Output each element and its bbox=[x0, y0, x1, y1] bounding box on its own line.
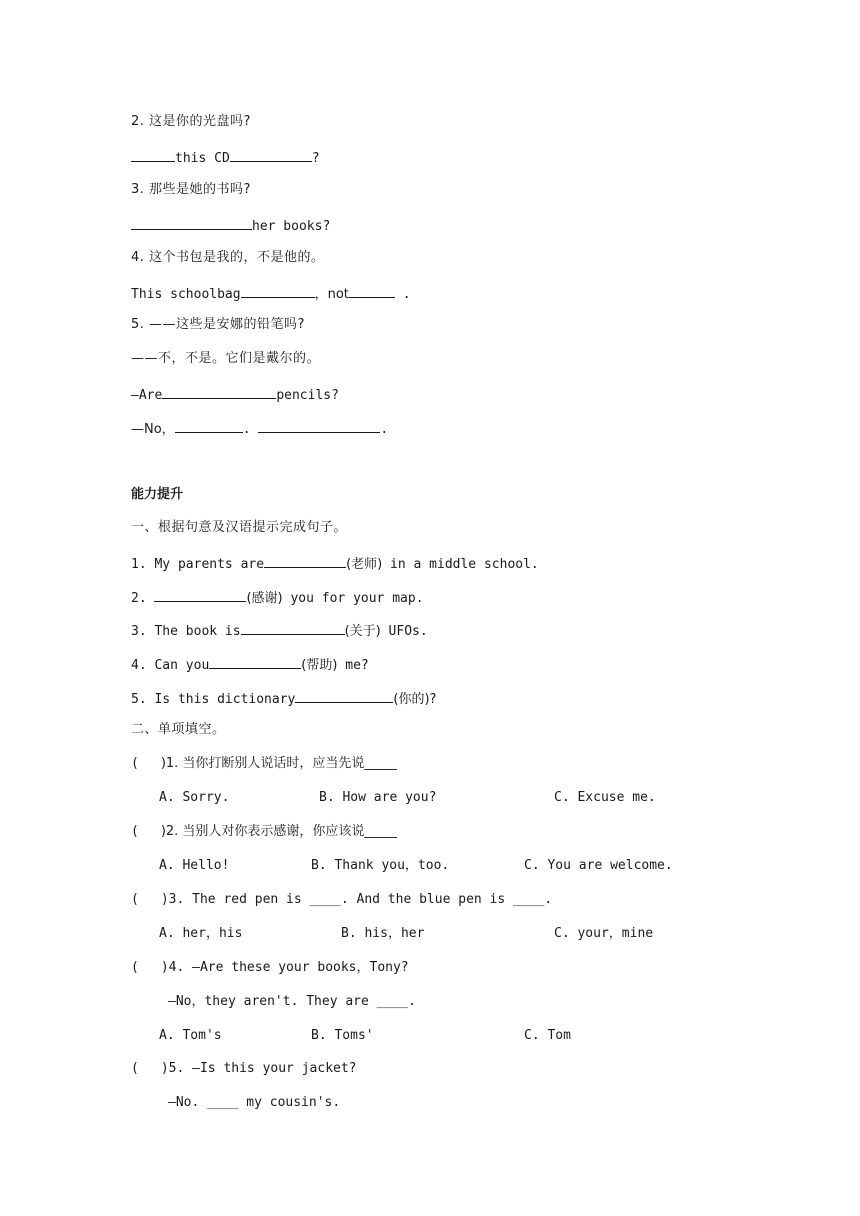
mc4-option-a: A. Tom's bbox=[159, 1028, 222, 1043]
section-heading: 能力提升 bbox=[131, 487, 184, 502]
question-5-chinese-b: ——不，不是。它们是戴尔的。 bbox=[131, 351, 321, 366]
question-text: )5. —Is this your jacket? bbox=[160, 1061, 357, 1076]
fill-sentence-2 bbox=[131, 587, 424, 605]
sentence-text: . bbox=[394, 287, 411, 302]
question-5-english-a bbox=[131, 384, 339, 402]
question-4-chinese: 4. 这个书包是我的，不是他的。 bbox=[131, 250, 325, 265]
mc2-option-c: C. You are welcome. bbox=[524, 858, 673, 873]
mc4-option-b: B. Toms' bbox=[311, 1028, 374, 1043]
sentence-text: in a middle school. bbox=[382, 557, 539, 572]
answer-blank[interactable] bbox=[131, 147, 175, 162]
mc4-question-line-2: —No，they aren't. They are ____. bbox=[168, 994, 416, 1009]
mc-question-2 bbox=[131, 823, 397, 841]
answer-blank[interactable] bbox=[209, 654, 301, 669]
sentence-text: you for your map. bbox=[282, 591, 424, 606]
sentence-text: This schoolbag bbox=[131, 287, 241, 302]
answer-blank[interactable] bbox=[162, 384, 276, 399]
sentence-text: 2. bbox=[131, 591, 155, 606]
fill-sentence-4 bbox=[131, 654, 369, 672]
fill-sentence-1 bbox=[131, 553, 539, 571]
mc-question-3 bbox=[131, 891, 552, 909]
answer-paren[interactable]: ( bbox=[131, 1061, 139, 1076]
sentence-text: 5. Is this dictionary bbox=[131, 692, 296, 707]
answer-blank[interactable] bbox=[264, 553, 346, 568]
mc4-option-c: C. Tom bbox=[524, 1028, 571, 1043]
answer-blank[interactable] bbox=[230, 147, 312, 162]
question-5-english-b bbox=[131, 418, 388, 436]
part-2-title: 二、单项填空。 bbox=[131, 722, 226, 737]
answer-blank[interactable] bbox=[241, 620, 345, 635]
question-2-english bbox=[131, 147, 320, 165]
sentence-text: pencils? bbox=[276, 388, 339, 403]
chinese-hint: (感谢) bbox=[246, 591, 283, 606]
answer-blank[interactable] bbox=[241, 283, 315, 298]
mc-question-5 bbox=[131, 1060, 357, 1078]
sentence-text: —No， bbox=[131, 422, 175, 437]
answer-paren[interactable]: ( bbox=[131, 892, 139, 907]
question-text: )3. The red pen is ____. And the blue pen is ____. bbox=[160, 892, 553, 907]
mc1-option-a: A. Sorry. bbox=[159, 790, 230, 805]
question-4-english bbox=[131, 283, 411, 301]
question-text: )4. —Are these your books，Tony? bbox=[160, 960, 409, 975]
answer-blank[interactable] bbox=[295, 688, 393, 703]
sentence-text: ? bbox=[311, 151, 320, 166]
fill-sentence-3 bbox=[131, 620, 428, 638]
chinese-hint: (老师) bbox=[346, 557, 383, 572]
fill-sentence-5 bbox=[131, 688, 436, 706]
chinese-hint: (帮助) bbox=[301, 658, 338, 673]
sentence-text: ，not bbox=[314, 287, 349, 302]
mc3-option-c: C. your，mine bbox=[554, 926, 654, 941]
question-3-english bbox=[131, 215, 330, 233]
chinese-hint: (关于) bbox=[344, 624, 381, 639]
sentence-text: this CD bbox=[175, 151, 230, 166]
mc2-option-a: A. Hello! bbox=[159, 858, 230, 873]
sentence-text: her books? bbox=[252, 219, 331, 234]
answer-paren[interactable]: ( bbox=[131, 960, 139, 975]
mc1-option-c: C. Excuse me. bbox=[554, 790, 656, 805]
sentence-text: 4. Can you bbox=[131, 658, 210, 673]
question-3-chinese: 3. 那些是她的书吗? bbox=[131, 182, 251, 197]
mc2-option-b: B. Thank you，too. bbox=[311, 858, 450, 873]
sentence-text: 3. The book is bbox=[131, 624, 241, 639]
sentence-text: UFOs. bbox=[380, 624, 428, 639]
answer-blank[interactable] bbox=[349, 283, 395, 298]
answer-blank[interactable] bbox=[154, 587, 246, 602]
mc5-question-line-2: —No. ____ my cousin's. bbox=[168, 1095, 341, 1110]
mc1-option-b: B. How are you? bbox=[319, 790, 437, 805]
sentence-text: —Are bbox=[131, 388, 163, 403]
mc3-option-a: A. her，his bbox=[159, 926, 243, 941]
question-5-chinese-a: 5. ——这些是安娜的铅笔吗? bbox=[131, 317, 305, 332]
sentence-text: . bbox=[242, 422, 259, 437]
answer-paren[interactable]: ( bbox=[131, 756, 139, 771]
question-2-chinese: 2. 这是你的光盘吗? bbox=[131, 114, 251, 129]
sentence-text: me? bbox=[337, 658, 369, 673]
chinese-hint: (你的)? bbox=[393, 692, 437, 707]
mc-question-1 bbox=[131, 755, 397, 773]
sentence-text: . bbox=[380, 422, 389, 437]
answer-blank[interactable] bbox=[258, 418, 380, 433]
mc-question-4 bbox=[131, 959, 409, 977]
mc3-option-b: B. his，her bbox=[341, 926, 425, 941]
answer-blank[interactable] bbox=[175, 418, 243, 433]
answer-blank[interactable] bbox=[131, 215, 252, 230]
question-text: )1. 当你打断别人说话时，应当先说_____ bbox=[160, 756, 397, 771]
sentence-text: 1. My parents are bbox=[131, 557, 265, 572]
question-text: )2. 当别人对你表示感谢，你应该说_____ bbox=[160, 824, 397, 839]
answer-paren[interactable]: ( bbox=[131, 824, 139, 839]
part-1-title: 一、根据句意及汉语提示完成句子。 bbox=[131, 520, 348, 535]
